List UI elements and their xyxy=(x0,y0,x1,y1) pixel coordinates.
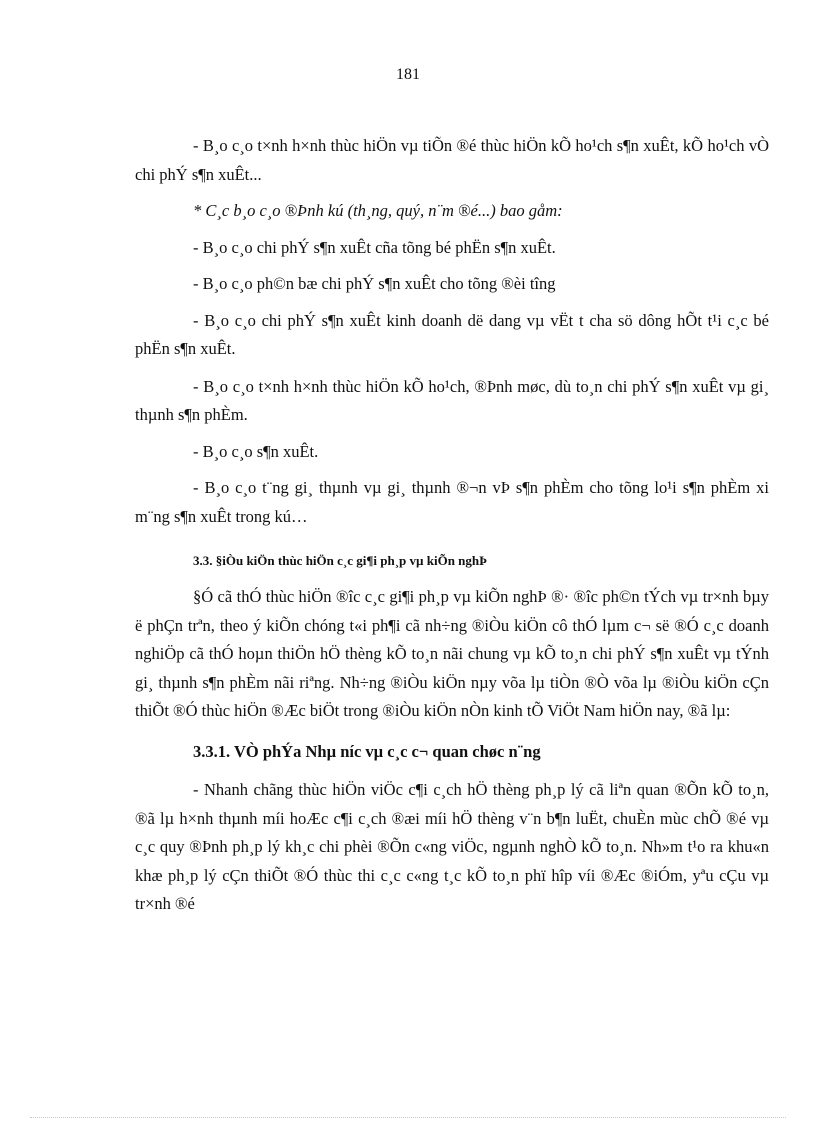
section-heading: 3.3. §iÒu kiÖn thùc hiÖn c¸c gi¶i ph¸p vµ kiÕn nghÞ xyxy=(193,553,488,568)
paragraph-report-production: - B¸o c¸o s¶n xuÊt. xyxy=(193,441,319,461)
page-number: 181 xyxy=(396,66,420,83)
paragraph-periodic-reports: * C¸c b¸o c¸o ®Þnh kú (th¸ng, quý, n¨m ®é...) bao gåm: xyxy=(193,201,563,220)
paragraph-report-progress: - B¸o c¸o t×nh h×nh thùc hiÖn vµ tiÕn ®é thùc hiÖn kÕ ho¹ch s¶n xuÊt, kÕ ho¹ch vÒ chi phÝ s¶n xuÊt... xyxy=(135,136,769,184)
page-bottom-divider xyxy=(30,1117,786,1118)
subsection-paragraph: - Nhanh chãng thùc hiÖn viÖc c¶i c¸ch hÖ thèng ph¸p lý cã liªn quan ®Õn kÕ to¸n, ®ã lµ h×nh thµnh míi hoÆc c¶i c¸ch ®æi míi hÖ thèng v¨n b¶n luËt, chuÈn mùc chÕ ®é vµ c¸c quy ®Þnh ph¸p lý kh¸c chi phèi ®Õn c«ng viÖc, ngµnh nghÒ kÕ to¸n. Nh»m t¹o ra khu«n khæ ph¸p lý cÇn thiÕt ®Ó thùc thi c¸c c«ng t¸c kÕ to¸n phï hîp víi ®Æc ®iÓm, yªu cÇu vµ tr×nh ®é xyxy=(135,780,769,913)
section-paragraph: §Ó cã thÓ thùc hiÖn ®îc c¸c gi¶i ph¸p vµ kiÕn nghÞ ®· ®îc ph©n tÝch vµ tr×nh bµy ë phÇn trªn, theo ý kiÕn chóng t«i ph¶i cã nh÷ng ®iÒu kiÖn cô thÓ lµm c¬ së ®Ó c¸c doanh nghiÖp cã thÓ hoµn thiÖn hÖ thèng kÕ to¸n nãi chung vµ kÕ to¸n chi phÝ s¶n xuÊt vµ tÝnh gi¸ thµnh s¶n phÈm nãi riªng. Nh÷ng ®iÒu kiÖn nµy võa lµ tiÒn ®Ò võa lµ ®iÒu kiÖn cÇn thiÕt ®Ó thùc hiÖn ®Æc biÖt trong ®iÒu kiÖn nÒn kinh tÕ ViÖt Nam hiÖn nay, ®ã lµ: xyxy=(135,587,769,720)
paragraph-report-unit-cost: - B¸o c¸o t¨ng gi¸ thµnh vµ gi¸ thµnh ®¬n vÞ s¶n phÈm cho tõng lo¹i s¶n phÈm xi m¨ng s¶n xuÊt trong kú… xyxy=(135,478,769,526)
paragraph-report-cost-allocation: - B¸o c¸o ph©n bæ chi phÝ s¶n xuÊt cho tõng ®èi tîng xyxy=(193,274,556,293)
subsection-heading: 3.3.1. VÒ phÝa Nhµ níc vµ c¸c c¬ quan chøc n¨ng xyxy=(193,741,541,761)
document-body xyxy=(135,132,769,919)
paragraph-report-wip-materials: - B¸o c¸o chi phÝ s¶n xuÊt kinh doanh dë dang vµ vËt t cha sö dông hÕt t¹i c¸c bé phËn s¶n xuÊt. xyxy=(135,310,769,358)
paragraph-report-department-cost: - B¸o c¸o chi phÝ s¶n xuÊt cña tõng bé phËn s¶n xuÊt. xyxy=(193,237,556,257)
paragraph-report-plan-execution: - B¸o c¸o t×nh h×nh thùc hiÖn kÕ ho¹ch, ®Þnh møc, dù to¸n chi phÝ s¶n xuÊt vµ gi¸ thµnh s¶n phÈm. xyxy=(135,376,769,424)
